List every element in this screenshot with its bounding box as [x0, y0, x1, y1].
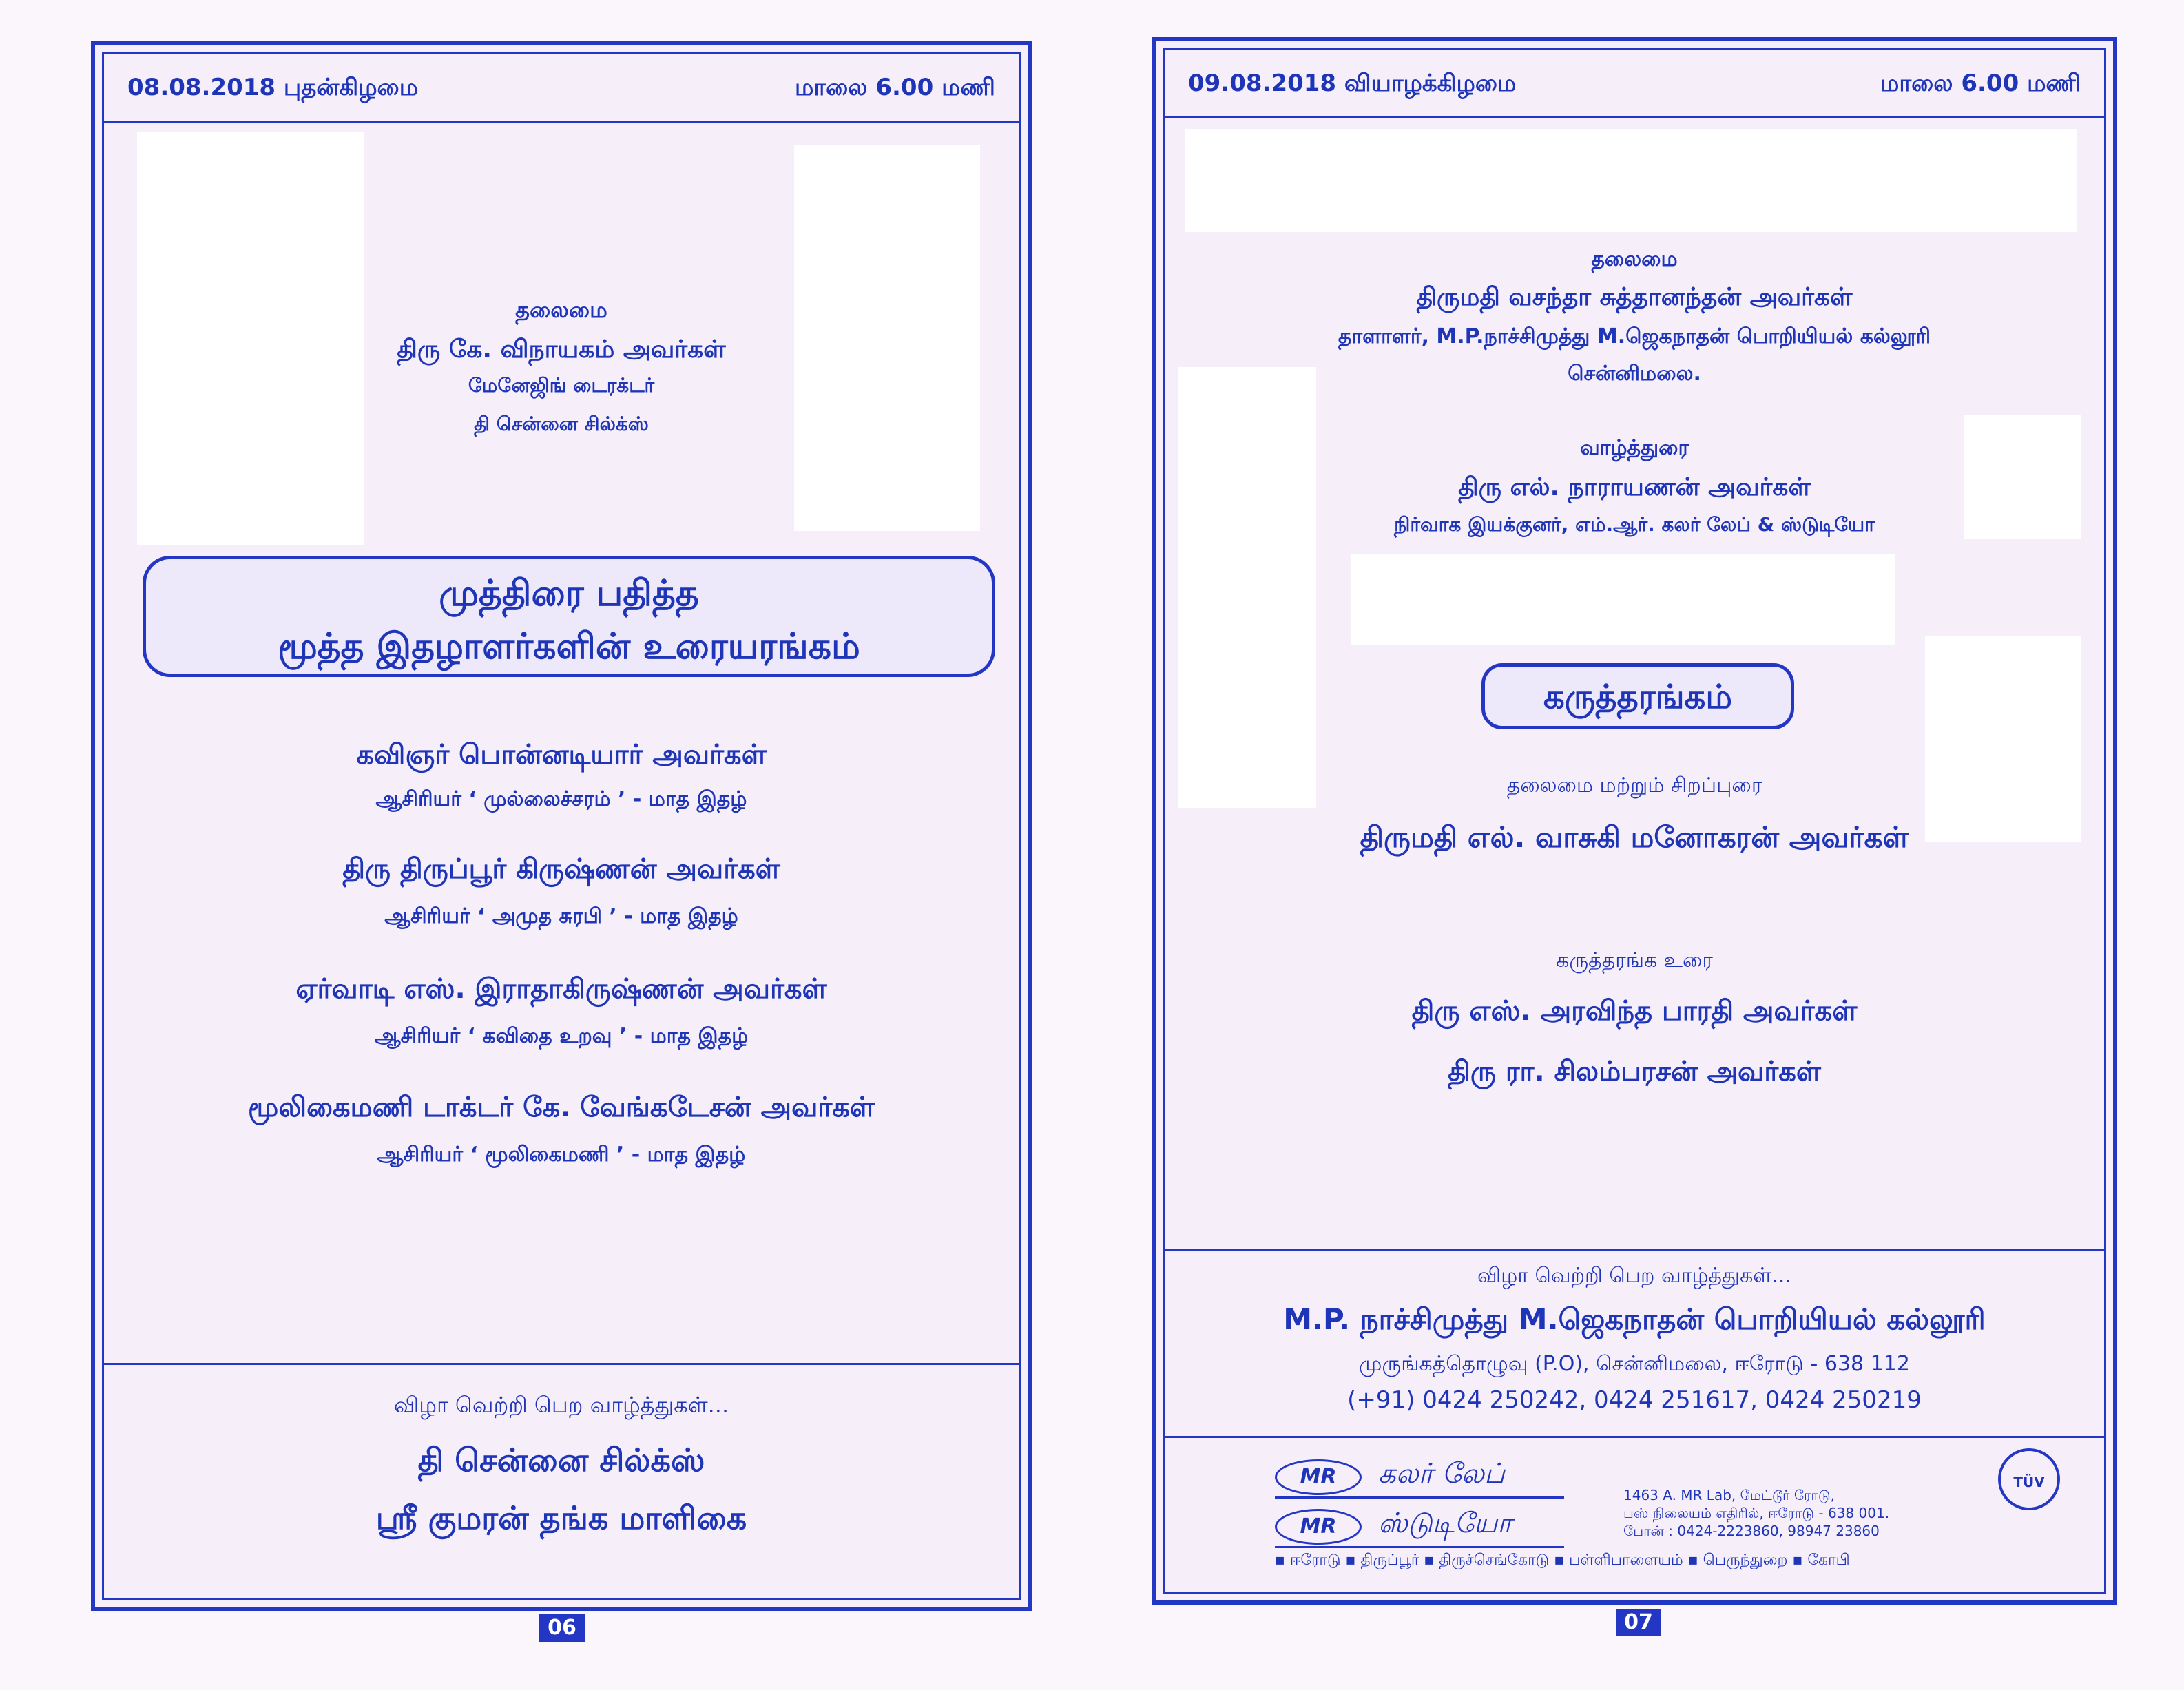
lab-name: கலர் லேப் [1378, 1458, 1505, 1490]
left-title-box [143, 556, 995, 677]
right-page [1152, 37, 2117, 1605]
right-greeting-name: திரு எல். நாராயணன் அவர்கள் [1458, 473, 1811, 501]
right-talk-speaker-1: திரு எஸ். அரவிந்த பாரதி அவர்கள் [1411, 995, 1858, 1027]
right-header [1165, 50, 2104, 118]
left-speaker-4-role: ஆசிரியர் ‘ மூலிகைமணி ’ - மாத இதழ் [377, 1143, 746, 1167]
left-title-line1: முத்திரை பதித்த [439, 573, 699, 614]
right-photo-placeholder-1 [1178, 367, 1316, 808]
left-presided-label: தலைமை [515, 297, 607, 323]
right-photo-placeholder-4 [1351, 554, 1895, 645]
right-header-date: 09.08.2018 வியாழக்கிழமை [1188, 70, 1517, 97]
left-header-date: 08.08.2018 புதன்கிழமை [127, 74, 419, 101]
left-sponsor-2: ஸ்ரீ குமரன் தங்க மாளிகை [375, 1499, 747, 1536]
left-presided-org: தி சென்னை சில்க்ஸ் [474, 413, 649, 435]
lab-address-2: பஸ் நிலையம் எதிரில், ஈரோடு - 638 001. [1623, 1505, 1890, 1521]
mr-logo-lab [1275, 1455, 1564, 1499]
left-wishes: விழா வெற்றி பெற வாழ்த்துகள்... [393, 1392, 729, 1418]
right-wishes: விழா வெற்றி பெற வாழ்த்துகள்... [1477, 1264, 1791, 1288]
right-footer-divider-1 [1165, 1249, 2104, 1251]
left-footer-divider [104, 1363, 1019, 1365]
right-presided-name: திருமதி வசந்தா சுத்தானந்தன் அவர்கள் [1416, 283, 1853, 311]
right-title-box [1481, 663, 1794, 729]
left-speaker-3-role: ஆசிரியர் ‘ கவிதை உறவு ’ - மாத இதழ் [374, 1024, 749, 1048]
left-presided-name: திரு கே. விநாயகம் அவர்கள் [397, 335, 726, 364]
left-sponsor-1: தி சென்னை சில்க்ஸ் [417, 1441, 705, 1479]
left-speaker-1-role: ஆசிரியர் ‘ முல்லைச்சரம் ’ - மாத இதழ் [375, 787, 747, 811]
mr-monogram-icon: MR [1275, 1459, 1362, 1495]
right-presided-place: சென்னிமலை. [1568, 362, 1701, 386]
left-speaker-2-name: திரு திருப்பூர் கிருஷ்ணன் அவர்கள் [342, 853, 780, 885]
branch-list: ▪ ஈரோடு ▪ திருப்பூர் ▪ திருச்செங்கோடு ▪ பள்ளிபாளையம் ▪ பெருந்துறை ▪ கோபி [1275, 1552, 1850, 1569]
right-college-name: M.P. நாச்சிமுத்து M.ஜெகநாதன் பொறியியல் கல்லூரி [1283, 1302, 1986, 1336]
left-page-frame [102, 52, 1021, 1600]
right-page-frame [1163, 48, 2106, 1594]
right-greeting-label: வாழ்த்துரை [1580, 436, 1689, 460]
right-photo-placeholder-3 [1925, 636, 2081, 842]
right-talk-label: கருத்தரங்க உரை [1556, 948, 1713, 972]
left-presided-role: மேனேஜிங் டைரக்டர் [468, 374, 655, 397]
left-page [91, 41, 1032, 1611]
right-college-phone: (+91) 0424 250242, 0424 251617, 0424 250219 [1347, 1386, 1922, 1414]
left-speaker-1-name: கவிஞர் பொன்னடியார் அவர்கள் [356, 739, 767, 771]
left-page-number: 06 [539, 1614, 585, 1642]
lab-address-1: 1463 A. MR Lab, மேட்டூர் ரோடு, [1623, 1487, 1835, 1503]
right-banner-placeholder [1185, 129, 2077, 232]
left-speaker-4-name: மூலிகைமணி டாக்டர் கே. வேங்கடேசன் அவர்கள் [248, 1092, 875, 1123]
left-header [104, 54, 1019, 123]
right-talk-speaker-2: திரு ரா. சிலம்பரசன் அவர்கள் [1448, 1056, 1821, 1087]
left-speaker-2-role: ஆசிரியர் ‘ அமுத சுரபி ’ - மாத இதழ் [384, 904, 738, 928]
mr-monogram-icon-2: MR [1275, 1509, 1362, 1545]
right-chair-label: தலைமை மற்றும் சிறப்புரை [1506, 773, 1762, 797]
right-presided-role: தாளாளர், M.P.நாச்சிமுத்து M.ஜெகநாதன் பொறியியல் கல்லூரி [1338, 324, 1931, 348]
right-presided-label: தலைமை [1591, 247, 1678, 271]
right-header-time: மாலை 6.00 மணி [1880, 70, 2081, 97]
right-footer-divider-2 [1165, 1436, 2104, 1438]
tuv-certification-icon: TÜV [1998, 1448, 2060, 1510]
mr-logo-studio [1275, 1505, 1564, 1548]
right-chair-name: திருமதி எல். வாசுகி மனோகரன் அவர்கள் [1360, 820, 1909, 854]
lab-phone: போன் : 0424-2223860, 98947 23860 [1623, 1523, 1880, 1539]
right-college-address: முருங்கத்தொழுவு (P.O), சென்னிமலை, ஈரோடு - 638 112 [1359, 1352, 1910, 1376]
right-greeting-role: நிர்வாக இயக்குனர், எம்.ஆர். கலர் லேப் & ஸ்டுடியோ [1394, 513, 1875, 536]
left-speaker-3-name: ஏர்வாடி எஸ். இராதாகிருஷ்ணன் அவர்கள் [295, 973, 827, 1005]
right-page-number: 07 [1616, 1609, 1661, 1636]
left-header-time: மாலை 6.00 மணி [794, 74, 995, 101]
right-title: கருத்தரங்கம் [1543, 678, 1732, 716]
left-title-line2: மூத்த இதழாளர்களின் உரையரங்கம் [278, 626, 860, 667]
studio-name: ஸ்டுடியோ [1378, 1508, 1512, 1539]
